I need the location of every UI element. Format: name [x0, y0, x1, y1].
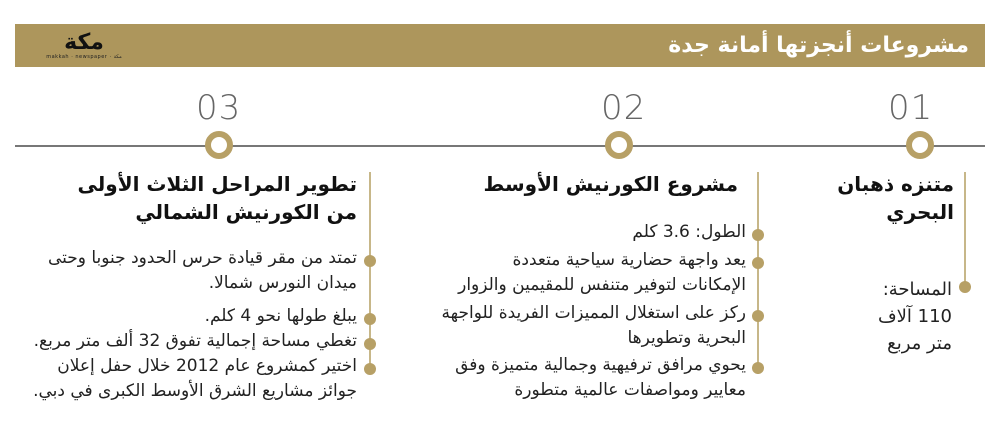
column-3-item-4-line-2: جوائز مشاريع الشرق الأوسط الكبرى في دبي.: [33, 381, 357, 401]
area-unit: متر مربع: [887, 333, 952, 354]
column-2-item-2-line-2: الإمكانات لتوفير متنفس للمقيمين والزوار: [458, 275, 746, 295]
column-2-line: [757, 172, 759, 374]
column-2-item-4-line-2: معايير ومواصفات عالمية متطورة: [514, 380, 746, 400]
column-3-bullet-1: [364, 255, 376, 267]
column-2-item-2-line-1: يعد واجهة حضارية سياحية متعددة: [512, 250, 746, 270]
column-3-item-3: تغطي مساحة إجمالية تفوق 32 ألف متر مربع.: [33, 331, 357, 351]
column-2-bullet-2: [752, 257, 764, 269]
timeline-node-02: [605, 131, 633, 159]
column-2-item-3-line-1: ركز على استغلال المميزات الفريدة للواجهة: [441, 303, 746, 323]
column-2-bullet-4: [752, 362, 764, 374]
logo-wordmark: مكة: [64, 29, 104, 55]
column-2-item-1: الطول: 3.6 كلم: [632, 222, 746, 242]
column-3-item-1-line-1: تمتد من مقر قيادة حرس الحدود جنوبا وحتى: [47, 248, 357, 268]
column-1-title-line-2: البحري: [886, 200, 954, 224]
column-2-item-4-line-1: يحوي مرافق ترفيهية وجمالية متميزة وفق: [455, 355, 746, 375]
column-3-bullet-4: [364, 363, 376, 375]
column-3-item-4-line-1: اختير كمشروع عام 2012 خلال حفل إعلان: [57, 356, 357, 376]
column-2-item-4: [455, 353, 746, 403]
column-1-title: [774, 170, 954, 226]
step-number-03: 03: [196, 88, 242, 128]
column-1-title-line-1: متنزه ذهبان: [837, 172, 954, 196]
column-2-item-2: [458, 248, 746, 298]
column-2-bullet-1: [752, 229, 764, 241]
step-number-01: 01: [888, 88, 934, 128]
column-1-area: [878, 276, 952, 357]
logo-tagline: makkah · newspaper · مكة: [46, 53, 122, 60]
makkah-logo: [29, 28, 139, 64]
step-number-02: 02: [601, 88, 647, 128]
area-value: 110 آلاف: [877, 306, 952, 327]
column-3-title: [37, 170, 357, 226]
column-2-title: مشروع الكورنيش الأوسط: [483, 172, 738, 196]
column-3-bullet-2: [364, 313, 376, 325]
column-2-bullet-3: [752, 310, 764, 322]
area-label: المساحة:: [882, 279, 952, 300]
column-3-title-line-2: من الكورنيش الشمالي: [135, 200, 357, 224]
column-3-item-2: يبلغ طولها نحو 4 كلم.: [204, 306, 357, 326]
column-1-line: [964, 172, 966, 290]
column-3-item-1: [48, 246, 357, 296]
column-3-item-1-line-2: ميدان النورس شمالا.: [208, 273, 357, 293]
timeline-line: [15, 145, 985, 147]
column-3-title-line-1: تطوير المراحل الثلاث الأولى: [77, 172, 357, 196]
column-2-item-3: [442, 301, 746, 351]
column-2-item-3-line-2: البحرية وتطويرها: [627, 328, 746, 348]
timeline-node-01: [906, 131, 934, 159]
page-title: مشروعات أنجزتها أمانة جدة: [668, 33, 969, 58]
column-1-bullet: [959, 281, 971, 293]
header-bar: [15, 24, 985, 67]
column-3-bullet-3: [364, 338, 376, 350]
column-3-item-4: [33, 354, 357, 404]
timeline-node-03: [205, 131, 233, 159]
